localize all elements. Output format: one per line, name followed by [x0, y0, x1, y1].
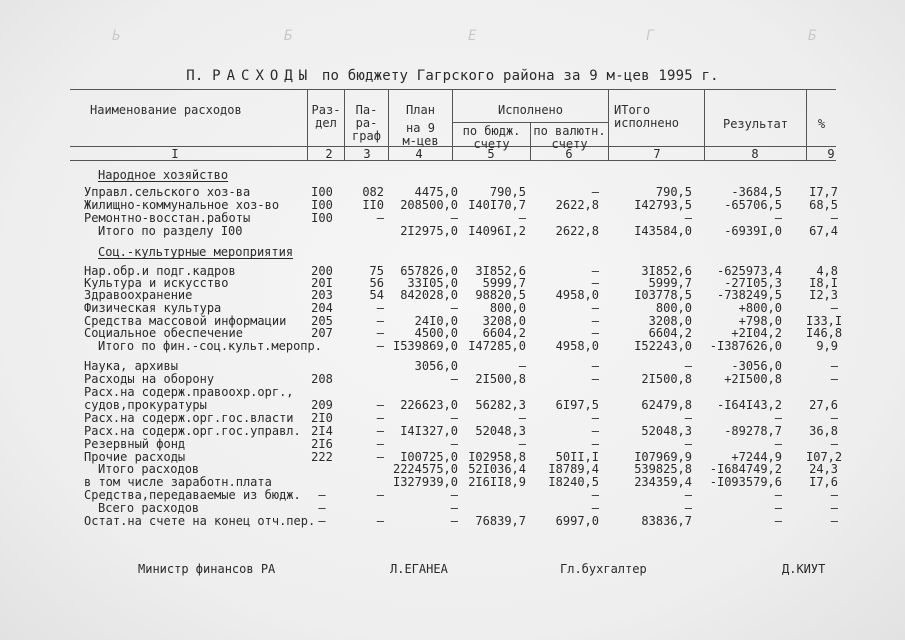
cell-budget: 98820,5 [475, 288, 526, 302]
cell-total: – [684, 411, 692, 425]
row-name: Резервный фонд [84, 437, 186, 451]
signature-minister-title: Министр финансов РА [138, 562, 276, 576]
cell-budget: 6604,2 [482, 326, 526, 340]
cell-pct: 9,9 [816, 339, 838, 353]
cell-currency: I8789,4 [548, 462, 599, 476]
row-name: Остат.на счете на конец отч.пер. [84, 514, 316, 528]
cell-pct: – [830, 514, 838, 528]
cell-total: 234359,4 [634, 475, 692, 489]
cell-result: -6939I,0 [724, 224, 782, 238]
cell-pct: – [830, 211, 838, 225]
table-row [0, 489, 905, 501]
cell-total: 790,5 [655, 185, 692, 199]
cell-budget: 76839,7 [475, 514, 526, 528]
cell-razdel: I00 [311, 211, 333, 225]
cell-razdel: 200 [311, 264, 333, 278]
cell-paragraf: – [376, 301, 384, 315]
cell-budget: I40I70,7 [468, 198, 526, 212]
cell-total: – [684, 488, 692, 502]
cell-paragraf: – [376, 211, 384, 225]
cell-plan: 2224575,0 [392, 462, 458, 476]
cell-paragraf: 54 [369, 288, 384, 302]
cell-currency: 50II,I [555, 450, 599, 464]
cell-total: 62479,8 [641, 398, 692, 412]
table-row [0, 399, 905, 411]
cell-plan: I327939,0 [392, 475, 458, 489]
cell-currency: – [591, 185, 599, 199]
cell-result: +800,0 [738, 301, 782, 315]
row-name: Ремонтно-восстан.работы [84, 211, 251, 225]
cell-razdel: 2I6 [311, 437, 333, 451]
signature-accountant-title: Гл.бухгалтер [560, 562, 647, 576]
cell-pct: I7,6 [809, 475, 838, 489]
cell-paragraf: – [376, 339, 384, 353]
cell-paragraf: – [376, 411, 384, 425]
column-number-3: 3 [363, 147, 371, 161]
cell-total: I42793,5 [634, 198, 692, 212]
row-name: в том числе заработн.плата [84, 475, 272, 489]
cell-pct: 36,8 [809, 424, 838, 438]
row-name: Расх.на содерж.орг.гос.управл. [84, 424, 301, 438]
cell-result: +7244,9 [731, 450, 782, 464]
cell-budget: – [518, 359, 526, 373]
title-number: П. [186, 68, 204, 84]
cell-result: +798,0 [738, 314, 782, 328]
cell-razdel: 204 [311, 301, 333, 315]
cell-budget: I47285,0 [468, 339, 526, 353]
cell-result: – [774, 411, 782, 425]
cell-plan: 4475,0 [414, 185, 458, 199]
page-mark-5: Б [808, 28, 817, 44]
cell-plan: – [450, 488, 458, 502]
row-name: Итого расходов [98, 462, 200, 476]
cell-paragraf: – [376, 424, 384, 438]
cell-result: -625973,4 [716, 264, 782, 278]
cell-plan: – [450, 514, 458, 528]
divider-total [608, 89, 609, 160]
cell-result: -I684749,2 [709, 462, 782, 476]
cell-pct: – [830, 301, 838, 315]
cell-currency: – [591, 276, 599, 290]
cell-paragraf: – [376, 437, 384, 451]
header-by-currency: по валютн. счету [533, 124, 606, 151]
cell-budget: 2I6II8,9 [468, 475, 526, 489]
cell-razdel: I00 [311, 185, 333, 199]
cell-paragraf: – [376, 514, 384, 528]
cell-pct: – [830, 488, 838, 502]
cell-razdel: 205 [311, 314, 333, 328]
cell-total: I03778,5 [634, 288, 692, 302]
header-paragraf: Па- ра- граф [352, 103, 381, 143]
cell-result: – [774, 488, 782, 502]
cell-total: 539825,8 [634, 462, 692, 476]
page-mark-3: Е [468, 28, 477, 44]
cell-paragraf: – [376, 488, 384, 502]
cell-currency: – [591, 326, 599, 340]
cell-result: +2I500,8 [724, 372, 782, 386]
row-name: Расходы на оборону [84, 372, 215, 386]
section-social-cultural: Соц.-культурные мероприятия [98, 245, 294, 259]
cell-result: – [774, 501, 782, 515]
cell-total: 83836,7 [641, 514, 692, 528]
cell-plan: 33I05,0 [407, 276, 458, 290]
cell-currency: – [591, 501, 599, 515]
header-total-executed: ИТого исполнено [614, 103, 680, 130]
cell-result: -738249,5 [716, 288, 782, 302]
table-row [0, 412, 905, 424]
cell-razdel: – [318, 488, 326, 502]
cell-pct: – [830, 411, 838, 425]
cell-plan: 24I0,0 [414, 314, 458, 328]
cell-currency: – [591, 411, 599, 425]
cell-total: 5999,7 [648, 276, 692, 290]
cell-total: 2I500,8 [641, 372, 692, 386]
cell-plan: – [450, 437, 458, 451]
signature-minister-name: Л.ЕГАНЕА [390, 562, 448, 576]
cell-razdel: 2I0 [311, 411, 333, 425]
header-result: Результат [722, 117, 789, 131]
section-national-economy: Народное хозяйство [98, 168, 229, 182]
cell-currency: 2622,8 [555, 224, 599, 238]
cell-razdel: – [318, 501, 326, 515]
cell-currency: – [591, 424, 599, 438]
cell-pct: I2,3 [809, 288, 838, 302]
row-name: Прочие расходы [84, 450, 186, 464]
cell-plan: I4I327,0 [400, 424, 458, 438]
cell-result: -I387626,0 [709, 339, 782, 353]
cell-result: -89278,7 [724, 424, 782, 438]
cell-plan: – [450, 211, 458, 225]
table-row [0, 476, 905, 488]
cell-plan: 657826,0 [400, 264, 458, 278]
cell-pct: 4,8 [816, 264, 838, 278]
cell-razdel: 222 [311, 450, 333, 464]
cell-total: 6604,2 [648, 326, 692, 340]
cell-razdel: 203 [311, 288, 333, 302]
cell-result: -27I05,3 [724, 276, 782, 290]
cell-total: – [684, 437, 692, 451]
table-row [0, 327, 905, 339]
cell-budget: I4096I,2 [468, 224, 526, 238]
cell-paragraf: – [376, 450, 384, 464]
header-razdel: Раз- дел [311, 103, 341, 130]
row-name: Расх.на содерж.орг.гос.власти [84, 411, 294, 425]
header-name: Наименование расходов [90, 103, 242, 117]
cell-budget: 5999,7 [482, 276, 526, 290]
table-row [0, 373, 905, 385]
table-row [0, 186, 905, 198]
cell-paragraf: 56 [369, 276, 384, 290]
header-executed: Исполнено [497, 103, 564, 117]
cell-budget: I02958,8 [468, 450, 526, 464]
cell-budget: 3I852,6 [475, 264, 526, 278]
cell-plan: 226623,0 [400, 398, 458, 412]
cell-total: I52243,0 [634, 339, 692, 353]
cell-pct: I07,2 [806, 450, 843, 464]
cell-budget: 3208,0 [482, 314, 526, 328]
cell-razdel: 207 [311, 326, 333, 340]
cell-pct: – [830, 437, 838, 451]
cell-razdel: 209 [311, 398, 333, 412]
cell-paragraf: – [376, 326, 384, 340]
cell-budget: – [518, 437, 526, 451]
cell-total: 800,0 [655, 301, 692, 315]
table-row [0, 386, 905, 398]
cell-result: -65706,5 [724, 198, 782, 212]
cell-pct: I46,8 [806, 326, 843, 340]
cell-razdel: – [318, 514, 326, 528]
cell-plan: – [450, 501, 458, 515]
table-row [0, 199, 905, 211]
cell-paragraf: 082 [362, 185, 384, 199]
row-name: Средства массовой информации [84, 314, 287, 328]
cell-result: – [774, 437, 782, 451]
cell-currency: 4958,0 [555, 339, 599, 353]
cell-plan: 208500,0 [400, 198, 458, 212]
cell-currency: 6I97,5 [555, 398, 599, 412]
table-row [0, 515, 905, 527]
cell-total: 3208,0 [648, 314, 692, 328]
row-name: Нар.обр.и подг.кадров [84, 264, 236, 278]
cell-razdel: 208 [311, 372, 333, 386]
cell-paragraf: – [376, 314, 384, 328]
cell-result: +2I04,2 [731, 326, 782, 340]
cell-result: -3684,5 [731, 185, 782, 199]
row-name: Жилищно-коммунальное хоз-во [84, 198, 280, 212]
cell-plan: I539869,0 [392, 339, 458, 353]
cell-result: -I093579,6 [709, 475, 782, 489]
cell-pct: 27,6 [809, 398, 838, 412]
row-name: Здравоохранение [84, 288, 193, 302]
header-plan: План на 9 м-цев [402, 103, 439, 148]
cell-razdel: 20I [311, 276, 333, 290]
column-number-5: 5 [487, 147, 495, 161]
cell-plan: 4500,0 [414, 326, 458, 340]
page-title [0, 68, 905, 84]
cell-currency: – [591, 488, 599, 502]
column-number-2: 2 [325, 147, 333, 161]
row-name: Расх.на содерж.правоохр.орг., [84, 385, 294, 399]
header-by-budget: по бюдж. счету [462, 124, 521, 151]
cell-currency: – [591, 359, 599, 373]
row-name: Средства,передаваемые из бюдж. [84, 488, 301, 502]
cell-currency: 6997,0 [555, 514, 599, 528]
table-row [0, 360, 905, 372]
cell-result: -I64I43,2 [716, 398, 782, 412]
cell-currency: – [591, 301, 599, 315]
cell-pct: I8,I [809, 276, 838, 290]
cell-budget: – [518, 211, 526, 225]
column-number-1: I [171, 147, 179, 161]
column-number-7: 7 [653, 147, 661, 161]
cell-total: 52048,3 [641, 424, 692, 438]
page-mark-4: Г [646, 28, 655, 44]
column-number-9: 9 [827, 147, 835, 161]
row-name: Культура и искусство [84, 276, 229, 290]
cell-plan: 2I2975,0 [400, 224, 458, 238]
cell-razdel: 2I4 [311, 424, 333, 438]
cell-currency: – [591, 437, 599, 451]
cell-result: – [774, 514, 782, 528]
cell-currency: – [591, 264, 599, 278]
cell-paragraf: – [376, 398, 384, 412]
cell-budget: 56282,3 [475, 398, 526, 412]
table-row [0, 463, 905, 475]
cell-pct: 24,3 [809, 462, 838, 476]
cell-razdel: I00 [311, 198, 333, 212]
header-percent: % [817, 117, 826, 131]
page-mark-1: Ь [112, 28, 121, 44]
table-row [0, 425, 905, 437]
row-name: судов,прокуратуры [84, 398, 207, 412]
cell-currency: – [591, 314, 599, 328]
cell-result: – [774, 211, 782, 225]
cell-budget: 2I500,8 [475, 372, 526, 386]
cell-total: – [684, 359, 692, 373]
cell-paragraf: 75 [369, 264, 384, 278]
row-name: Всего расходов [98, 501, 200, 515]
cell-budget: 52048,3 [475, 424, 526, 438]
table-row [0, 289, 905, 301]
cell-budget: 800,0 [489, 301, 526, 315]
cell-pct: – [830, 501, 838, 515]
table-row [0, 225, 905, 237]
page-mark-2: Б [284, 28, 293, 44]
cell-currency: 2622,8 [555, 198, 599, 212]
cell-paragraf: II0 [362, 198, 384, 212]
title-word: РАСХОДЫ [212, 68, 314, 84]
row-name: Наука, архивы [84, 359, 178, 373]
table-row [0, 502, 905, 514]
cell-plan: – [450, 372, 458, 386]
cell-total: – [684, 501, 692, 515]
cell-pct: I33,I [806, 314, 843, 328]
cell-total: I07969,9 [634, 450, 692, 464]
title-rest: по бюджету Гагрского района за 9 м-цев 1995 г. [321, 68, 719, 84]
cell-currency: 4958,0 [555, 288, 599, 302]
cell-total: – [684, 211, 692, 225]
cell-pct: 68,5 [809, 198, 838, 212]
column-number-8: 8 [751, 147, 759, 161]
table-row [0, 340, 905, 352]
cell-plan: – [450, 301, 458, 315]
row-name: Физическая культура [84, 301, 222, 315]
signature-accountant-name: Д.КИУТ [782, 562, 826, 576]
cell-total: I43584,0 [634, 224, 692, 238]
cell-pct: 67,4 [809, 224, 838, 238]
row-name: Социальное обеспечение [84, 326, 243, 340]
cell-budget: – [518, 411, 526, 425]
cell-plan: 3056,0 [414, 359, 458, 373]
cell-budget: 790,5 [489, 185, 526, 199]
cell-currency: I8240,5 [548, 475, 599, 489]
cell-plan: I00725,0 [400, 450, 458, 464]
column-number-4: 4 [415, 147, 423, 161]
table-row [0, 438, 905, 450]
cell-pct: – [830, 359, 838, 373]
table-row [0, 302, 905, 314]
cell-pct: – [830, 372, 838, 386]
row-name: Управл.сельского хоз-ва [84, 185, 251, 199]
cell-budget: 52I036,4 [468, 462, 526, 476]
row-name: Итого по фин.-соц.культ.меропр. [98, 339, 322, 353]
column-number-6: 6 [565, 147, 573, 161]
cell-total: 3I852,6 [641, 264, 692, 278]
table-row [0, 212, 905, 224]
cell-result: -3056,0 [731, 359, 782, 373]
table-top-rule [70, 89, 836, 90]
cell-pct: I7,7 [809, 185, 838, 199]
cell-plan: – [450, 411, 458, 425]
row-name: Итого по разделу I00 [98, 224, 243, 238]
cell-currency: – [591, 372, 599, 386]
cell-plan: 842028,0 [400, 288, 458, 302]
